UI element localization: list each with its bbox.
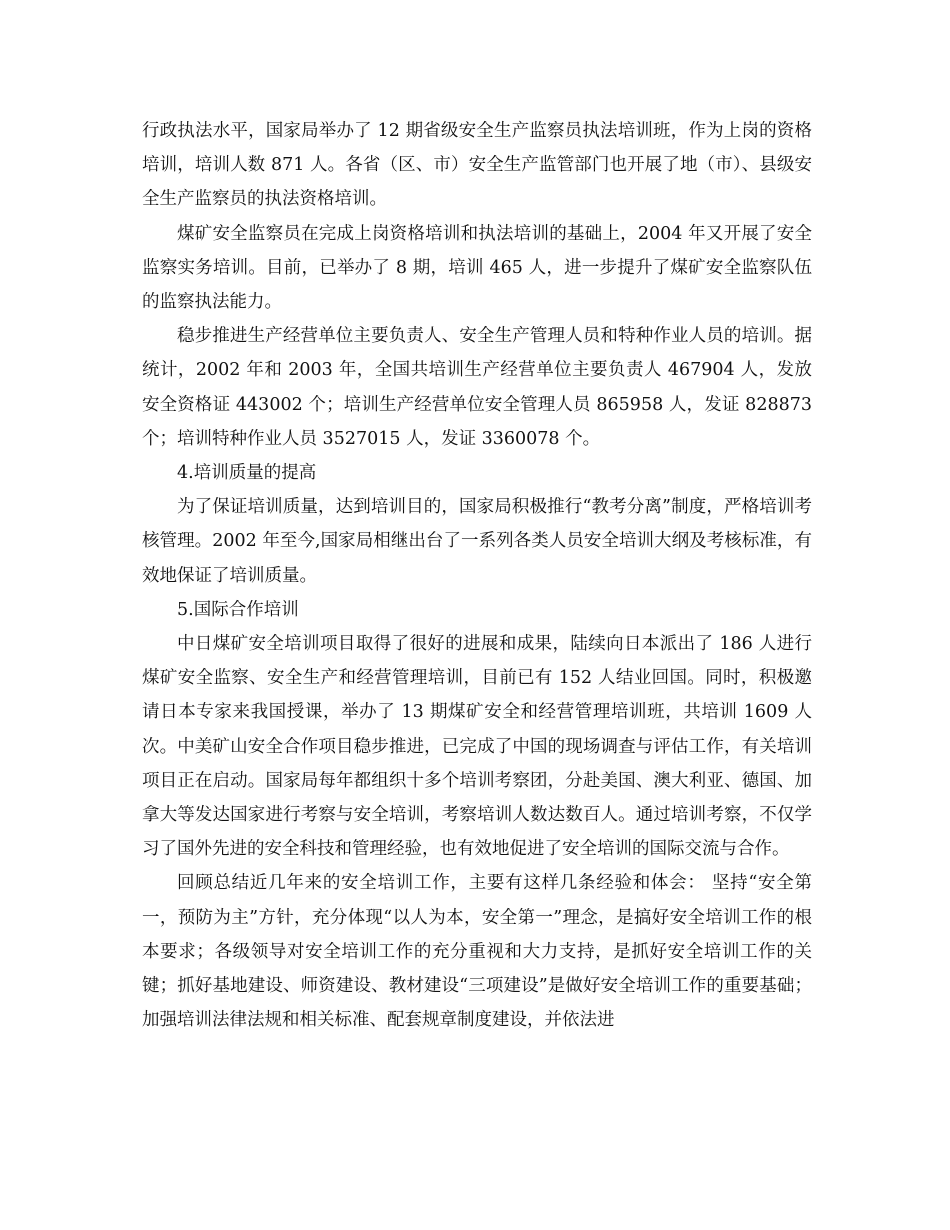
paragraph-training-quality: 为了保证培训质量，达到培训目的，国家局积极推行“教考分离”制度，严格培训考核管理。2002 年至今,国家局相继出台了一系列各类人员安全培训大纲及考核标准，有效地保证了培训质量。: [142, 497, 812, 586]
paragraph-enforcement-training: 行政执法水平，国家局举办了 12 期省级安全生产监察员执法培训班，作为上岗的资格培训，培训人数 871 人。各省（区、市）安全生产监管部门也开展了地（市）、县级安全生产监察员的执法资格培训。: [142, 121, 812, 210]
paragraph-coal-mine-inspector-training: 煤矿安全监察员在完成上岗资格培训和执法培训的基础上，2004 年又开展了安全监察实务培训。目前，已举办了 8 期，培训 465 人，进一步提升了煤矿安全监察队伍的监察执法能力。: [142, 223, 812, 313]
paragraph-experience-summary: 回顾总结近几年来的安全培训工作，主要有这样几条经验和体会： 坚持“安全第一，预防为主”方针，充分体现“以人为本，安全第一”理念，是搞好安全培训工作的根本要求；各级领导对安全培训工作的充分重视和大力支持，是抓好安全培训工作的关键；抓好基地建设、师资建设、教材建设“三项建设”是做好安全培训工作的重要基础；加强培训法律法规和相关标准、配套规章制度建设，并依法进: [142, 873, 812, 1031]
paragraph-enterprise-personnel-training: 稳步推进生产经营单位主要负责人、安全生产管理人员和特种作业人员的培训。据统计，2002 年和 2003 年，全国共培训生产经营单位主要负责人 467904 人，发放安全资格证 443002 个；培训生产经营单位安全管理人员 865958 人，发证 828873 个；培训特种作业人员 3527015 人，发证 3360078 个。: [142, 326, 812, 449]
section-heading-international-cooperation: 5.国际合作培训: [177, 599, 299, 620]
section-heading-training-quality: 4.培训质量的提高: [177, 463, 317, 484]
paragraph-international-cooperation: 中日煤矿安全培训项目取得了很好的进展和成果，陆续向日本派出了 186 人进行煤矿安全监察、安全生产和经营管理培训，目前已有 152 人结业回国。同时，积极邀请日本专家来我国授课，举办了 13 期煤矿安全和经营管理培训班，共培训 1609 人次。中美矿山安全合作项目稳步推进，已完成了中国的现场调查与评估工作，有关培训项目正在启动。国家局每年都组织十多个培训考察团，分赴美国、澳大利亚、德国、加拿大等发达国家进行考察与安全培训，考察培训人数达数百人。通过培训考察，不仅学习了国外先进的安全科技和管理经验，也有效地促进了安全培训的国际交流与合作。: [142, 634, 812, 860]
document-body: [142, 114, 812, 1037]
